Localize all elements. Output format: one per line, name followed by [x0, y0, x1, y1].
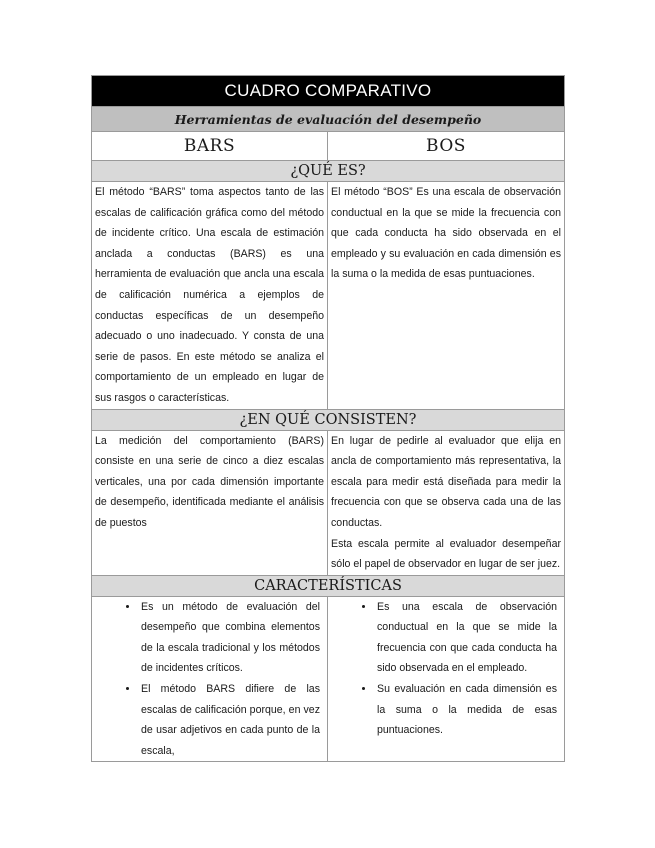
bars-consisten-text: La medición del comportamiento (BARS) consiste en una serie de cinco a diez escalas verticales, una por cada dimensión importante de desempeño, identificada mediante el análisis de puestos	[95, 434, 324, 529]
bos-consisten-text-2: Esta escala permite al evaluador desempeñar sólo el papel de observador en lugar de ser juez.	[331, 537, 561, 571]
list-item: • El método BARS difiere de las escalas de calificación porque, en vez de usar adjetivos en cada punto de la escala,	[139, 679, 320, 761]
section-heading-caracteristicas: CARACTERÍSTICAS	[92, 575, 565, 596]
section-heading-consisten: ¿EN QUÉ CONSISTEN?	[92, 409, 565, 430]
bos-consisten-text-1: En lugar de pedirle al evaluador que elija en ancla de comportamiento más representativa, la escala para medir está diseñada para medir la frecuencia con que se observa cada una de las conductas.	[331, 434, 561, 529]
bars-que-es-text: El método “BARS” toma aspectos tanto de las escalas de calificación gráfica como del método de incidente crítico. Una escala de estimación anclada a conductas (BARS) es una herramienta de evaluación que ancla una escala de calificación numérica a ejemplos de conductas específicas de un desempeño adecuado o uno inadecuado. Y consta de una serie de pasos. En este método se analiza el comportamiento de un empleado en lugar de sus rasgos o características.	[95, 186, 324, 404]
list-item: • Es un método de evaluación del desempeño que combina elementos de la escala tradicional y los métodos de incidentes críticos.	[139, 597, 320, 679]
table-title: CUADRO COMPARATIVO	[92, 76, 565, 107]
list-item: • Es una escala de observación conductual en la que se mide la frecuencia con que cada conducta ha sido observada en el empleado.	[375, 597, 557, 679]
column-header-bars: BARS	[92, 132, 328, 161]
section-heading-que-es: ¿QUÉ ES?	[92, 161, 565, 182]
bos-que-es-text: El método “BOS” Es una escala de observación conductual en la que se mide la frecuencia con que cada conducta ha sido observada en el empleado y su evaluación en cada dimensión es la suma o la medida de esas puntuaciones.	[331, 186, 561, 281]
cell-bos-caracteristicas	[328, 596, 565, 762]
comparison-table	[91, 75, 565, 762]
table-subtitle: Herramientas de evaluación del desempeño	[92, 107, 565, 132]
cell-bos-que-es	[328, 182, 565, 410]
cell-bars-consisten	[92, 430, 328, 575]
column-header-bos: BOS	[328, 132, 565, 161]
bos-characteristics-list	[331, 597, 561, 741]
list-item: • Su evaluación en cada dimensión es la suma o la medida de esas puntuaciones.	[375, 679, 557, 741]
bars-characteristics-list	[95, 597, 324, 762]
cell-bars-caracteristicas	[92, 596, 328, 762]
cell-bos-consisten	[328, 430, 565, 575]
cell-bars-que-es	[92, 182, 328, 410]
